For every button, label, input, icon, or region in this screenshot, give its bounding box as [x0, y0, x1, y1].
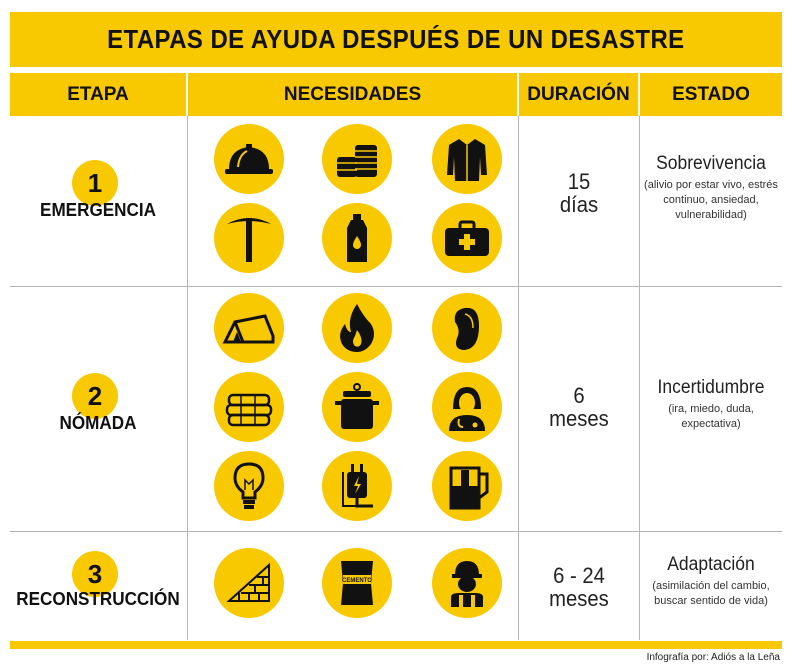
doctor-icon [432, 372, 502, 442]
stage-name: RECONSTRUCCIÓN [16, 589, 180, 609]
stage-name: EMERGENCIA [40, 200, 156, 220]
state-detail: (ira, miedo, duda, expectativa) [668, 403, 754, 430]
cement-label: CEMENTO [342, 578, 372, 584]
credit-text: Infografía por: Adiós a la Leña [646, 652, 780, 663]
brick-wall-icon [214, 548, 284, 618]
header-duracion: DURACIÓN [519, 73, 638, 116]
state-block [640, 554, 782, 609]
duration-value: 15 días [559, 169, 599, 217]
bottom-bar [10, 641, 782, 649]
bean-icon [432, 293, 502, 363]
fire-icon [322, 293, 392, 363]
construction-worker-icon [432, 548, 502, 618]
state-label: Sobrevivencia [656, 153, 766, 174]
stage-name: NÓMADA [59, 413, 137, 433]
cement-bag-icon [322, 548, 392, 618]
header-etapa: ETAPA [10, 73, 186, 116]
pickaxe-icon [214, 203, 284, 273]
blankets-icon [214, 372, 284, 442]
header-necesidades: NECESIDADES [188, 73, 517, 116]
column-divider [518, 116, 519, 640]
water-filter-icon [432, 451, 502, 521]
hard-hat-icon [214, 124, 284, 194]
stage-number-badge: 3 [72, 551, 118, 597]
cooking-pot-icon [322, 372, 392, 442]
row-divider [10, 531, 782, 532]
state-label: Incertidumbre [657, 377, 765, 398]
state-label: Adaptación [667, 554, 755, 575]
tent-icon [214, 293, 284, 363]
state-block [640, 153, 782, 223]
state-detail: (asimilación del cambio, buscar sentido de vida) [652, 580, 770, 607]
jacket-icon [432, 124, 502, 194]
title-bar [10, 12, 782, 67]
column-divider [187, 116, 188, 640]
header-estado: ESTADO [640, 73, 782, 116]
stage-number-badge: 2 [72, 373, 118, 419]
duration-value: 6 meses [549, 383, 609, 431]
water-bottle-icon [322, 203, 392, 273]
first-aid-kit-icon [432, 203, 502, 273]
state-block [640, 377, 782, 432]
page-title: ETAPAS DE AYUDA DESPUÉS DE UN DESASTRE [107, 24, 685, 54]
electric-plug-icon [322, 451, 392, 521]
canned-food-icon [322, 124, 392, 194]
stage-number-badge: 1 [72, 160, 118, 206]
state-detail: (alivio por estar vivo, estrés continuo, ansiedad, vulnerabilidad) [644, 179, 778, 221]
light-bulb-icon [214, 451, 284, 521]
duration-value: 6 - 24 meses [549, 563, 609, 611]
row-divider [10, 286, 782, 287]
